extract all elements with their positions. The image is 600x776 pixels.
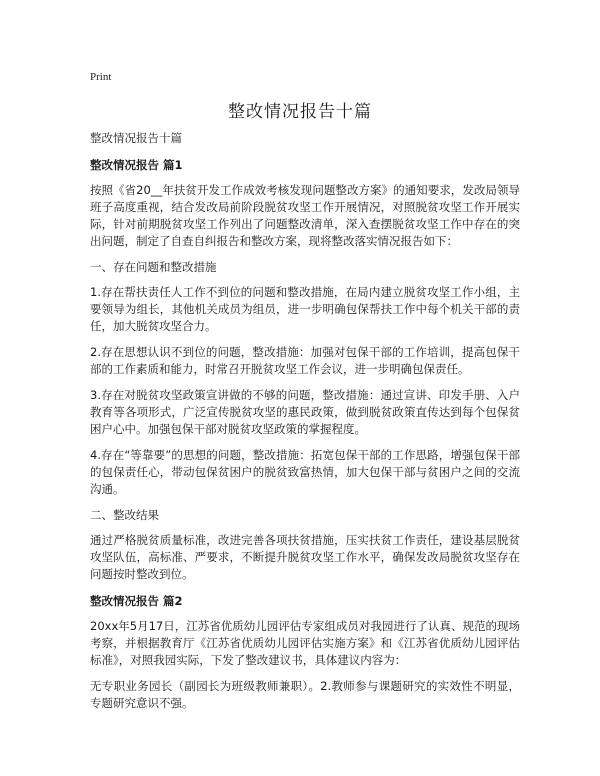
article2-point: 无专职业务园长（副园长为班级教师兼职）。2.教师参与课题研究的实效性不明显，专题研究意识不强。: [90, 679, 520, 710]
article2-heading: 整改情况报告 篇2: [90, 594, 183, 608]
section1-heading: 一、存在问题和整改措施: [90, 260, 217, 274]
document-body: [90, 130, 520, 721]
article1-intro: 按照《省20__年扶贫开发工作成效考核发现问题整改方案》的通知要求，发改局领导班子高度重视，结合发改局前阶段脱贫攻坚工作开展情况，对照脱贫攻坚工作开展实际，针对前期脱贫攻坚工作列出了问题整改清单，深入查摆脱贫攻坚工作中存在的突出问题，制定了自查自纠报告和整改方案，现将整改落实情况报告如下：: [90, 183, 520, 248]
issue-item-3: 3.存在对脱贫攻坚政策宣讲做的不够的问题，整改措施：通过宣讲、印发手册、入户教育等各项形式，广泛宣传脱贫攻坚的惠民政策，做到脱贫政策直传达到每个包保贫困户心中。加强包保干部对脱贫攻坚政策的掌握程度。: [90, 388, 520, 436]
article1-heading: 整改情况报告 篇1: [90, 158, 183, 172]
print-label: Print: [90, 71, 112, 83]
article2-intro: 20xx年5月17日，江苏省优质幼儿园评估专家组成员对我园进行了认真、规范的现场考察，并根据教育厅《江苏省优质幼儿园评估实施方案》和《江苏省优质幼儿园评估标准》，对照我园实际，下发了整改建议书，具体建议内容为：: [90, 619, 520, 667]
issue-item-2: 2.存在思想认识不到位的问题，整改措施：加强对包保干部的工作培训，提高包保干部的工作素质和能力，时常召开脱贫攻坚工作会议，进一步明确包保责任。: [90, 345, 520, 376]
page-title: 整改情况报告十篇: [228, 102, 372, 122]
result-paragraph: 通过严格脱贫质量标准，改进完善各项扶贫措施，压实扶贫工作责任，建设基层脱贫攻坚队伍，高标准、严要求，不断提升脱贫攻坚工作水平，确保发改局脱贫攻坚存在问题按时整改到位。: [90, 533, 520, 581]
issue-item-4: 4.存在“等靠要”的思想的问题，整改措施：拓宽包保干部的工作思路，增强包保干部的包保责任心，带动包保贫困户的脱贫致富热情，加大包保干部与贫困户之间的交流沟通。: [90, 448, 520, 496]
section2-heading: 二、整改结果: [90, 508, 159, 522]
document-subtitle: 整改情况报告十篇: [90, 131, 182, 145]
issue-item-1: 1.存在帮扶责任人工作不到位的问题和整改措施，在局内建立脱贫攻坚工作小组，主要领导为组长，其他机关成员为组员，进一步明确包保帮扶工作中每个机关干部的责任，加大脱贫攻坚合力。: [90, 285, 520, 333]
